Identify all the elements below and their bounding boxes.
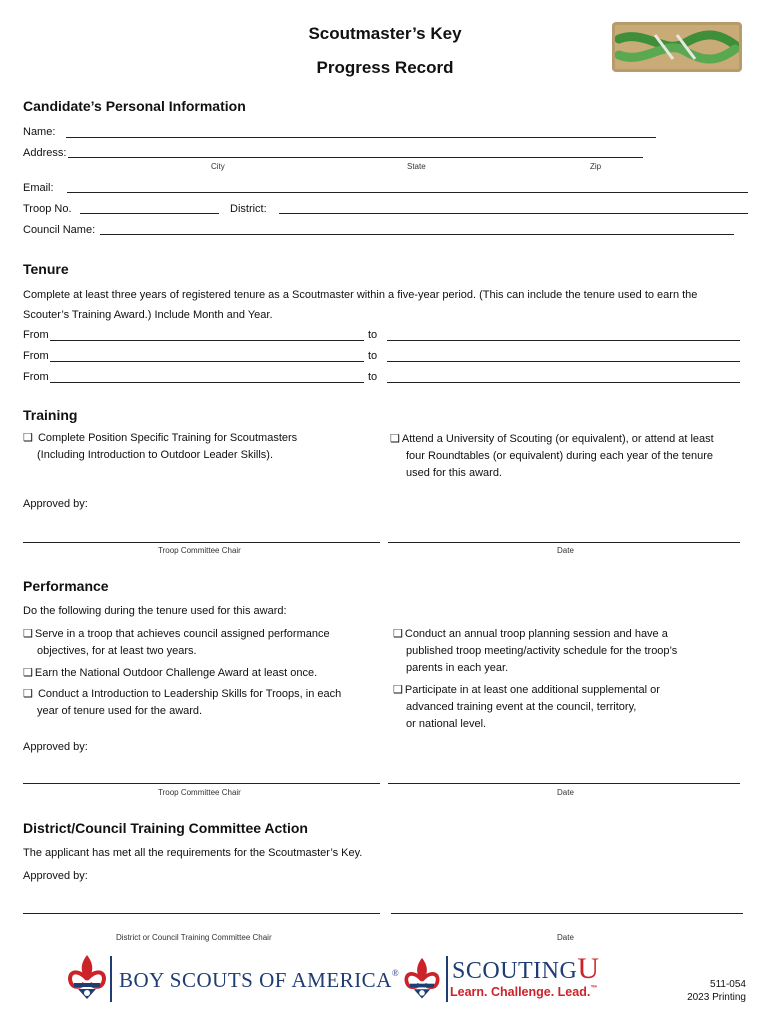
checkbox-icon[interactable]: ❑ xyxy=(23,667,33,679)
performance-item-ilst xyxy=(23,686,341,720)
performance-item-planning xyxy=(393,626,677,677)
performance-date-field[interactable] xyxy=(388,783,740,784)
district-label: District: xyxy=(230,203,267,215)
district-chair-label: District or Council Training Committee Chair xyxy=(116,933,272,942)
address-field[interactable] xyxy=(68,157,643,158)
trademark-mark: ™ xyxy=(590,985,598,992)
performance-item-serve xyxy=(23,626,330,660)
training-item-university xyxy=(390,431,714,482)
square-knot-badge xyxy=(612,22,742,72)
performance-item-supplemental xyxy=(393,682,660,733)
performance-item4-line2: published troop meeting/activity schedule for the troop’s xyxy=(406,645,678,657)
address-label: Address: xyxy=(23,147,67,159)
troop-number-label: Troop No. xyxy=(23,203,72,215)
performance-approved-label: Approved by: xyxy=(23,741,88,753)
tenure-heading: Tenure xyxy=(23,261,69,277)
tagline-text: Learn. Challenge. Lead. xyxy=(450,985,591,999)
page-title: Scoutmaster’s Key xyxy=(308,24,462,43)
bsa-wordmark xyxy=(119,968,399,993)
performance-item4-line3: parents in each year. xyxy=(406,662,509,674)
tenure-instructions-line1: Complete at least three years of registered tenure as a Scoutmaster within a five-year period. (This can include the tenure used to earn the xyxy=(23,289,698,301)
training-item2-line1: Attend a University of Scouting (or equivalent), or attend at least xyxy=(401,433,714,445)
performance-heading: Performance xyxy=(23,578,109,594)
training-chair-signature-field[interactable] xyxy=(23,542,380,543)
city-label: City xyxy=(211,162,225,171)
scouting-u-letter: U xyxy=(577,952,600,985)
training-item1-line1: Complete Position Specific Training for Scoutmasters xyxy=(37,432,298,444)
to-label: to xyxy=(368,350,378,362)
performance-item3-line1: Conduct a Introduction to Leadership Skills for Troops, in each xyxy=(37,688,342,700)
training-item-position-specific xyxy=(23,430,297,464)
tenure-to-field-3[interactable] xyxy=(387,382,740,383)
performance-date-label: Date xyxy=(557,788,574,797)
district-date-field[interactable] xyxy=(391,913,743,914)
training-chair-label: Troop Committee Chair xyxy=(158,546,241,555)
tenure-from-field-1[interactable] xyxy=(50,340,364,341)
district-chair-signature-field[interactable] xyxy=(23,913,380,914)
training-date-field[interactable] xyxy=(388,542,740,543)
registered-mark: ® xyxy=(391,968,400,978)
checkbox-icon[interactable]: ❑ xyxy=(393,628,403,640)
training-approved-label: Approved by: xyxy=(23,498,88,510)
performance-item1-line2: objectives, for at least two years. xyxy=(37,645,197,657)
performance-item4-line1: Conduct an annual troop planning session and have a xyxy=(404,628,668,640)
checkbox-icon[interactable]: ❑ xyxy=(23,432,33,444)
fleur-de-lis-icon xyxy=(402,956,442,1004)
fleur-de-lis-icon xyxy=(66,953,108,1005)
training-item2-line3: used for this award. xyxy=(406,467,502,479)
email-field[interactable] xyxy=(67,192,748,193)
training-item2-line2: four Roundtables (or equivalent) during each year of the tenure xyxy=(406,450,713,462)
from-label: From xyxy=(23,329,49,341)
checkbox-icon[interactable]: ❑ xyxy=(23,628,33,640)
performance-item-outdoor-challenge xyxy=(23,665,317,682)
tenure-from-field-3[interactable] xyxy=(50,382,364,383)
performance-item5-line2: advanced training event at the council, territory, xyxy=(406,701,637,713)
logo-divider xyxy=(110,956,112,1002)
email-label: Email: xyxy=(23,182,54,194)
performance-item2-text: Earn the National Outdoor Challenge Award at least once. xyxy=(34,667,318,679)
form-number: 511-054 xyxy=(710,979,746,990)
to-label: to xyxy=(368,329,378,341)
personal-info-heading: Candidate’s Personal Information xyxy=(23,98,246,114)
performance-item1-line1: Serve in a troop that achieves council assigned performance xyxy=(34,628,330,640)
tenure-from-field-2[interactable] xyxy=(50,361,364,362)
district-date-label: Date xyxy=(557,933,574,942)
from-label: From xyxy=(23,350,49,362)
tenure-instructions-line2: Scouter’s Training Award.) Include Month and Year. xyxy=(23,309,273,321)
to-label: to xyxy=(368,371,378,383)
troop-number-field[interactable] xyxy=(80,213,219,214)
scouting-u-fleur-de-lis-logo xyxy=(402,956,442,1004)
tenure-to-field-2[interactable] xyxy=(387,361,740,362)
training-date-label: Date xyxy=(557,546,574,555)
state-label: State xyxy=(407,162,426,171)
zip-label: Zip xyxy=(590,162,602,171)
printing-year: 2023 Printing xyxy=(687,992,746,1003)
training-item1-line2: (Including Introduction to Outdoor Leader Skills). xyxy=(37,449,274,461)
checkbox-icon[interactable]: ❑ xyxy=(390,433,400,445)
council-name-field[interactable] xyxy=(100,234,734,235)
name-field[interactable] xyxy=(66,137,656,138)
from-label: From xyxy=(23,371,49,383)
square-knot-icon xyxy=(615,25,739,69)
performance-item5-line1: Participate in at least one additional supplemental or xyxy=(404,684,660,696)
name-label: Name: xyxy=(23,126,56,138)
page-subtitle: Progress Record xyxy=(316,58,454,77)
bsa-name: BOY SCOUTS OF AMERICA xyxy=(119,968,392,992)
performance-chair-signature-field[interactable] xyxy=(23,783,380,784)
council-name-label: Council Name: xyxy=(23,224,96,236)
training-heading: Training xyxy=(23,407,78,423)
scouting-text: SCOUTING xyxy=(452,958,578,984)
performance-item3-line2: year of tenure used for the award. xyxy=(37,705,203,717)
district-approved-label: Approved by: xyxy=(23,870,88,882)
performance-item5-line3: or national level. xyxy=(406,718,487,730)
checkbox-icon[interactable]: ❑ xyxy=(23,688,33,700)
performance-chair-label: Troop Committee Chair xyxy=(158,788,241,797)
checkbox-icon[interactable]: ❑ xyxy=(393,684,403,696)
district-council-heading: District/Council Training Committee Action xyxy=(23,820,308,836)
district-field[interactable] xyxy=(279,213,748,214)
performance-intro: Do the following during the tenure used for this award: xyxy=(23,605,287,617)
scouting-u-tagline xyxy=(450,985,597,999)
bsa-fleur-de-lis-logo xyxy=(66,953,108,1005)
tenure-to-field-1[interactable] xyxy=(387,340,740,341)
district-statement: The applicant has met all the requirements for the Scoutmaster’s Key. xyxy=(23,847,363,859)
logo-divider xyxy=(446,956,448,1002)
scouting-u-wordmark xyxy=(452,952,600,986)
